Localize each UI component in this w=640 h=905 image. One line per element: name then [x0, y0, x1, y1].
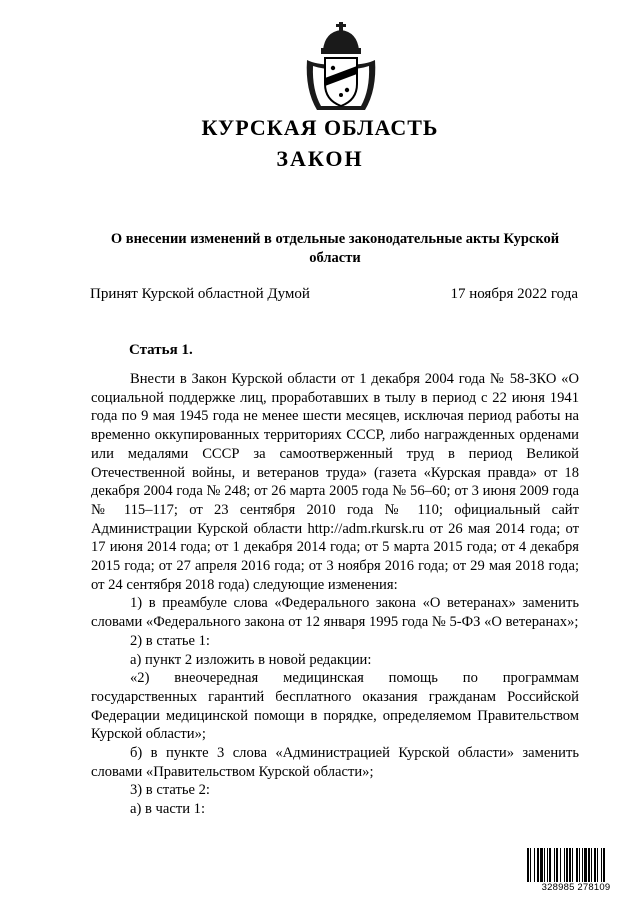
paragraph: «2) внеочередная медицинская помощь по программам государственных гарантий бесплатного оказания гражданам Российской Федерации медицинской помощи в порядке, определяемом Правительством Курской области»;	[91, 670, 579, 743]
paragraph: б) в пункте 3 слова «Администрацией Курской области» заменить словами «Правительством Курской области»;	[91, 745, 579, 780]
law-subject-title: О внесении изменений в отдельные законодательные акты Курской области	[110, 231, 560, 266]
adoption-date: 17 ноября 2022 года	[450, 286, 578, 302]
paragraph: 2) в статье 1:	[130, 632, 210, 649]
paragraph: 1) в преамбуле слова «Федерального закона «О ветеранах» заменить словами «Федерального закона от 12 января 1995 года № 5-ФЗ «О ветеранах»;	[91, 595, 579, 631]
paragraph: а) в части 1:	[130, 801, 206, 818]
kursk-coat-of-arms-icon	[303, 20, 379, 116]
barcode	[526, 848, 626, 896]
article-heading: Статья 1.	[129, 342, 193, 358]
document-type-title: ЗАКОН	[276, 146, 364, 171]
paragraph: 3) в статье 2:	[130, 782, 210, 799]
article-body	[91, 370, 579, 819]
adopted-by-text: Принят Курской областной Думой	[90, 286, 310, 302]
region-title: КУРСКАЯ ОБЛАСТЬ	[201, 115, 439, 140]
barcode-number: 328985 278109	[541, 882, 611, 893]
barcode-icon	[526, 848, 626, 882]
paragraph: Внести в Закон Курской области от 1 декабря 2004 года № 58-ЗКО «О социальной поддержке лиц, проработавших в тылу в период с 22 июня 1941 года по 9 мая 1945 года не менее шести месяцев, исключая период работы на временно оккупированных территориях СССР, либо награжденных орденами или медалями СССР за самоотверженный труд в период Великой Отечественной войны, и ветеранов труда» (газета «Курская правда» от 18 декабря 2004 года № 248; от 26 марта 2005 года № 56–60; от 3 июня 2009 года № 115–117; от 23 сентября 2010 года № 110; официальный сайт Администрации Курской области http://adm.rkursk.ru от 26 мая 2014 года; от 17 июня 2014 года; от 1 декабря 2014 года; от 5 марта 2015 года; от 4 декабря 2015 года; от 27 апреля 2016 года; от 3 ноября 2016 года; от 29 мая 2018 года; от 24 сентября 2018 года) следующие изменения:	[91, 371, 579, 593]
paragraph: а) пункт 2 изложить в новой редакции:	[130, 651, 372, 668]
